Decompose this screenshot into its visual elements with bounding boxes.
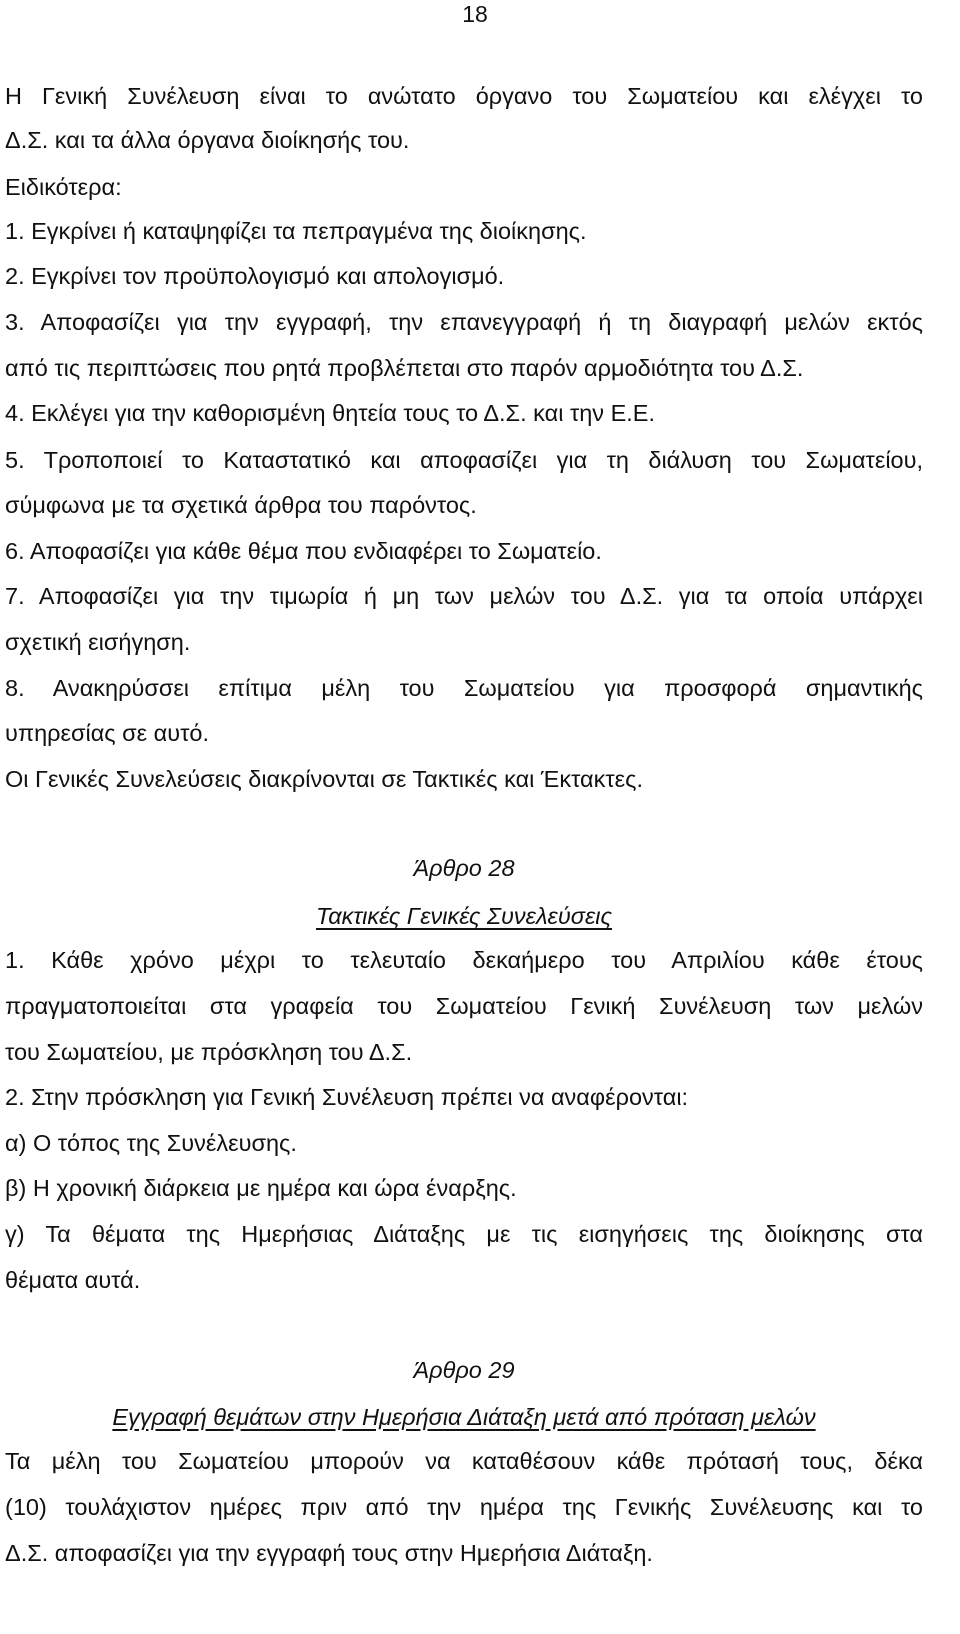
list-item: 6. Αποφασίζει για κάθε θέμα που ενδιαφέρει το Σωματείο.	[5, 538, 602, 564]
list-item: 7. Αποφασίζει για την τιμωρία ή μη των μελών του Δ.Σ. για τα οποία υπάρχει	[5, 583, 923, 609]
list-item: β) Η χρονική διάρκεια με ημέρα και ώρα έναρξης.	[5, 1175, 517, 1201]
text-line: Ειδικότερα:	[5, 174, 122, 200]
list-item: 8. Ανακηρύσσει επίτιμα μέλη του Σωματείου για προσφορά σημαντικής	[5, 675, 923, 701]
list-item: 2. Εγκρίνει τον προϋπολογισμό και απολογισμό.	[5, 263, 505, 289]
text-line: Δ.Σ. αποφασίζει για την εγγραφή τους στην Ημερήσια Διάταξη.	[5, 1540, 653, 1566]
page-number: 18	[462, 1, 488, 27]
text-line: από τις περιπτώσεις που ρητά προβλέπεται στο παρόν αρμοδιότητα του Δ.Σ.	[5, 355, 804, 381]
text-line: σύμφωνα με τα σχετικά άρθρα του παρόντος.	[5, 492, 477, 518]
text-line: υπηρεσίας σε αυτό.	[5, 720, 209, 746]
text-line: Δ.Σ. και τα άλλα όργανα διοίκησής του.	[5, 127, 410, 153]
text-line: (10) τουλάχιστον ημέρες πριν από την ημέρα της Γενικής Συνέλευσης και το	[5, 1494, 923, 1520]
text-line: πραγματοποιείται στα γραφεία του Σωματείου Γενική Συνέλευση των μελών	[5, 993, 923, 1019]
article-subtitle	[5, 1402, 923, 1432]
article-subtitle	[5, 901, 923, 931]
list-item: 5. Τροποποιεί το Καταστατικό και αποφασίζει για τη διάλυση του Σωματείου,	[5, 447, 923, 473]
list-item: 2. Στην πρόσκληση για Γενική Συνέλευση πρέπει να αναφέρονται:	[5, 1084, 689, 1110]
article-subtitle-text: Τακτικές Γενικές Συνελεύσεις	[316, 903, 612, 929]
list-item: 1. Εγκρίνει ή καταψηφίζει τα πεπραγμένα της διοίκησης.	[5, 218, 587, 244]
list-item: 3. Αποφασίζει για την εγγραφή, την επανεγγραφή ή τη διαγραφή μελών εκτός	[5, 309, 923, 335]
list-item: 4. Εκλέγει για την καθορισμένη θητεία τους το Δ.Σ. και την Ε.Ε.	[5, 400, 655, 426]
text-line: Η Γενική Συνέλευση είναι το ανώτατο όργανο του Σωματείου και ελέγχει το	[5, 83, 923, 109]
list-item: α) Ο τόπος της Συνέλευσης.	[5, 1130, 297, 1156]
text-line: σχετική εισήγηση.	[5, 629, 191, 655]
list-item: γ) Τα θέματα της Ημερήσιας Διάταξης με τις εισηγήσεις της διοίκησης στα	[5, 1221, 923, 1247]
article-title: Άρθρο 29	[413, 1357, 515, 1383]
text-line: Οι Γενικές Συνελεύσεις διακρίνονται σε Τακτικές και Έκτακτες.	[5, 766, 643, 792]
text-line: Τα μέλη του Σωματείου μπορούν να καταθέσουν κάθε πρότασή τους, δέκα	[5, 1448, 923, 1474]
text-line: του Σωματείου, με πρόσκληση του Δ.Σ.	[5, 1039, 413, 1065]
list-item: 1. Κάθε χρόνο μέχρι το τελευταίο δεκαήμερο του Απριλίου κάθε έτους	[5, 947, 923, 973]
article-title: Άρθρο 28	[413, 855, 515, 881]
text-line: θέματα αυτά.	[5, 1267, 141, 1293]
article-subtitle-text: Εγγραφή θεμάτων στην Ημερήσια Διάταξη μετά από πρόταση μελών	[112, 1404, 816, 1430]
